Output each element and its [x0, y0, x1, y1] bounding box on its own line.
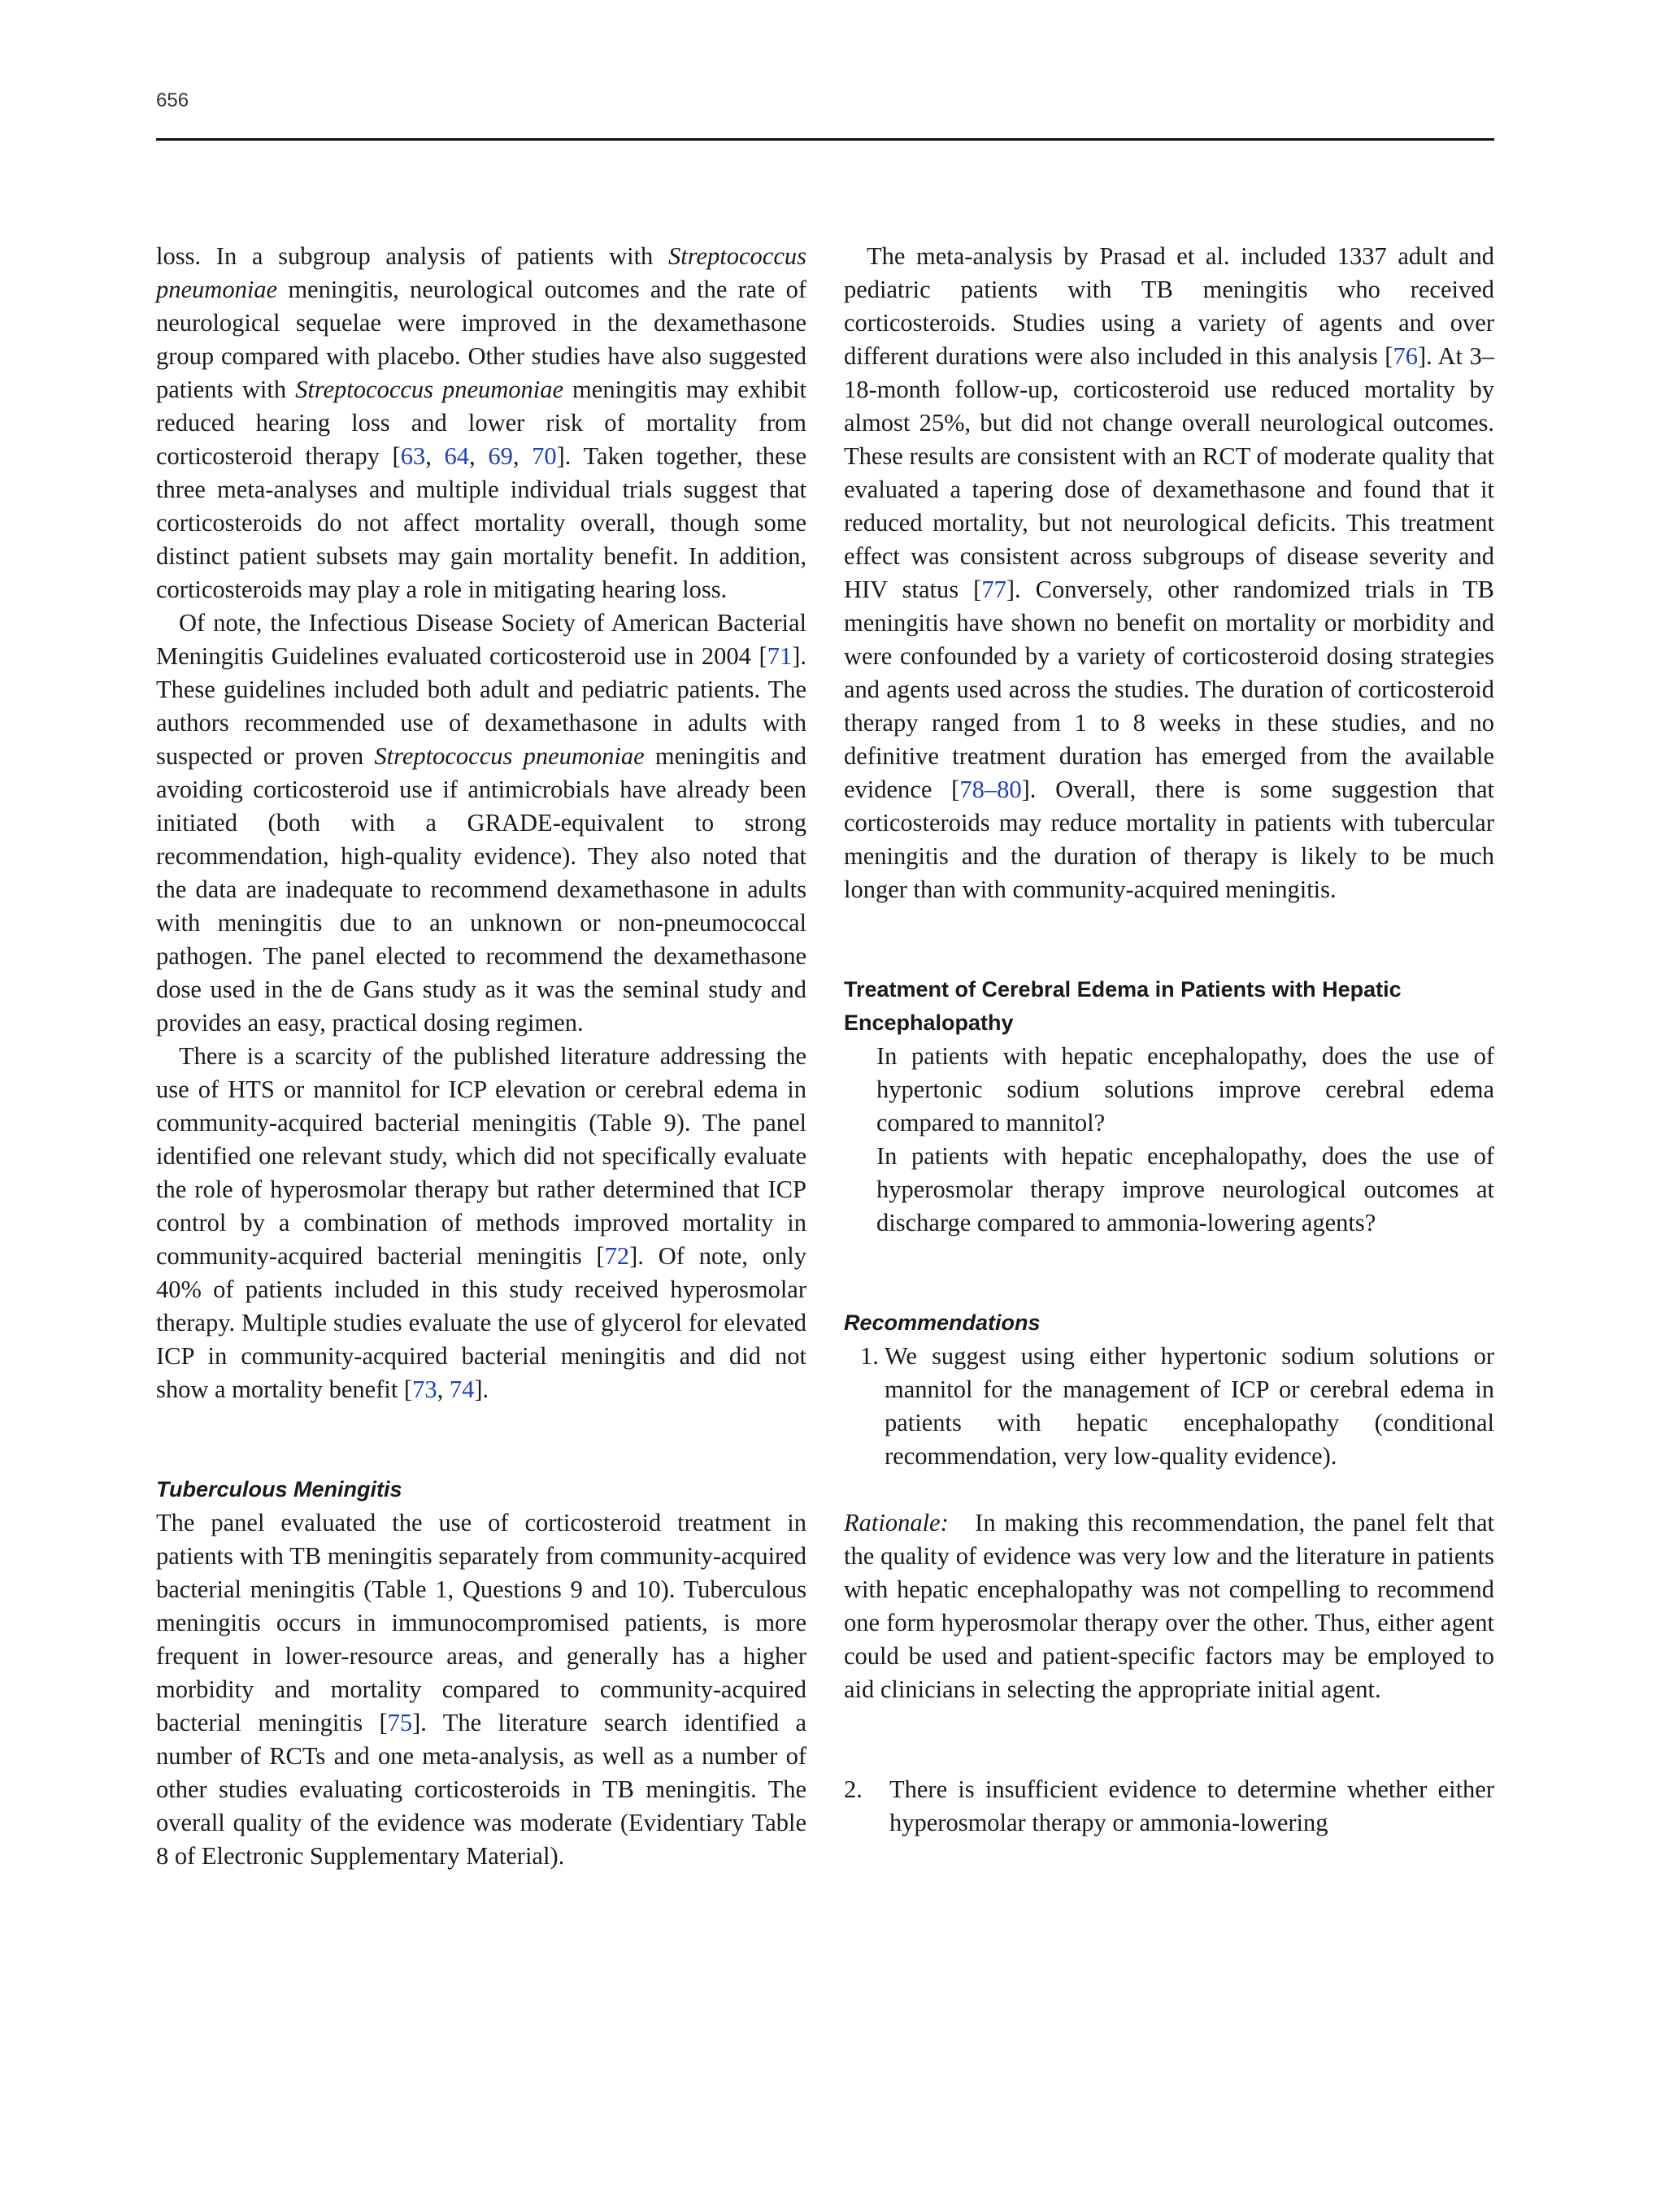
- pico-question-2: In patients with hepatic encephalopathy, does the use of hyperosmolar therapy improve neurological outcomes at discharge compared to ammonia-lowering agents?: [876, 1142, 1494, 1236]
- paragraph-prasad-meta-analysis: [844, 240, 1494, 906]
- citation-link[interactable]: 71: [767, 642, 793, 670]
- text-run: loss. In a subgroup analysis of patients with: [156, 242, 669, 270]
- page-number: 656: [156, 89, 189, 111]
- text-run: There is a scarcity of the published literature addressing the use of HTS or mannitol for ICP elevation or cerebral edema in community-acquired bacterial meningitis (Table 9). The panel identified one relevant study, which did not specifically evaluate the role of hyperosmolar therapy but rather determined that ICP control by a combination of methods improved mortality in community-acquired bacterial meningitis [: [156, 1042, 806, 1270]
- text-run: meningitis may exhibit reduced hearing loss and lower risk of mortality from corticosteroid therapy [: [156, 376, 807, 470]
- citation-link[interactable]: 78–80: [959, 776, 1022, 803]
- text-run: ]. The literature search identified a number of RCTs and one meta-analysis, as well as a number of other studies evaluating corticosteroids in TB meningitis. The overall quality of the evidence was moderate (Evidentiary Table 8 of Electronic Supplementary Material).: [156, 1709, 806, 1870]
- recommendation-1: [844, 1340, 1494, 1473]
- text-run: ]. Taken together, these three meta-analyses and multiple individual trials suggest that corticosteroids do not affect mortality overall, though some distinct patient subsets may gain mortality benefit. In addition, corticosteroids may play a role in mitigating hearing loss.: [156, 442, 806, 603]
- citation-link[interactable]: 69: [488, 442, 513, 470]
- text-run: Of note, the Infectious Disease Society of American Bacterial Meningitis Guidelines evaluated corticosteroid use in 2004 [: [156, 609, 806, 670]
- left-column: [156, 240, 806, 1873]
- citation-link[interactable]: 74: [449, 1375, 475, 1403]
- citation-link[interactable]: 73: [412, 1375, 437, 1403]
- text-run: meningitis and avoiding corticosteroid use if antimicrobials have already been initiated (both with a GRADE-equivalent to strong recommendation, high-quality evidence). They also noted that the data are inadequate to recommend dexamethasone in adults with meningitis due to an unknown or non-pneumococcal pathogen. The panel elected to recommend the dexamethasone dose used in the de Gans study as it was the seminal study and provides an easy, practical dosing regimen.: [156, 742, 806, 1036]
- citation-link[interactable]: 77: [981, 576, 1006, 603]
- rationale-label: Rationale:: [844, 1509, 949, 1536]
- citation-link[interactable]: 63: [400, 442, 426, 470]
- text-run: The panel evaluated the use of corticosteroid treatment in patients with TB meningitis separately from community-acquired bacterial meningitis (Table 1, Questions 9 and 10). Tuberculous meningitis occurs in immunocompromised patients, is more frequent in lower-resource areas, and generally has a higher morbidity and mortality compared to community-acquired bacterial meningitis [: [156, 1509, 806, 1736]
- text-run: ].: [474, 1375, 489, 1403]
- species-name: Streptococcus pneumoniae: [295, 376, 564, 403]
- text-run: ]. Conversely, other randomized trials in TB meningitis have shown no benefit on mortality or morbidity and were confounded by a variety of corticosteroid dosing strategies and agents used across the studies. The duration of corticosteroid therapy ranged from 1 to 8 weeks in these studies, and no definitive treatment duration has emerged from the available evidence [: [844, 576, 1494, 803]
- recommendation-text: There is insufficient evidence to determine whether either hyperosmolar therapy or ammonia-lowering: [889, 1775, 1494, 1836]
- text-run: ]. At 3–18-month follow-up, corticosteroid use reduced mortality by almost 25%, but did not change overall neurological outcomes. These results are consistent with an RCT of moderate quality that evaluated a tapering dose of dexamethasone and found that it reduced mortality, but not neurological deficits. This treatment effect was consistent across subgroups of disease severity and HIV status [: [844, 342, 1494, 603]
- text-run: ]. These guidelines included both adult and pediatric patients. The authors recommended use of dexamethasone in adults with suspected or proven: [156, 642, 806, 770]
- header-rule: [156, 138, 1494, 141]
- subheading-recommendations: Recommendations: [844, 1310, 1041, 1335]
- subheading-tuberculous-meningitis: Tuberculous Meningitis: [156, 1477, 402, 1501]
- text-run: ]. Of note, only 40% of patients included in this study received hyperosmolar therapy. Multiple studies evaluate the use of glycerol for elevated ICP in community-acquired bacterial meningitis and did not show a mortality benefit [: [156, 1242, 807, 1403]
- pico-question-1: In patients with hepatic encephalopathy, does the use of hypertonic sodium solutions improve cerebral edema compared to mannitol?: [876, 1042, 1494, 1136]
- species-name: Streptococcus pneumoniae: [156, 242, 806, 303]
- text-run: ]. Overall, there is some suggestion that corticosteroids may reduce mortality in patients with tubercular meningitis and the duration of therapy is likely to be much longer than with community-acquired meningitis.: [844, 776, 1494, 903]
- text-run: ,: [512, 442, 533, 470]
- paragraph-idsa-guidelines: [156, 606, 806, 1040]
- text-run: ,: [469, 442, 489, 470]
- text-run: The meta-analysis by Prasad et al. included 1337 adult and pediatric patients with TB meningitis who received corticosteroids. Studies using a variety of agents and over different durations were also included in this analysis [: [844, 242, 1494, 370]
- text-run: ,: [425, 442, 445, 470]
- recommendation-number: 2.: [844, 1775, 863, 1803]
- section-heading-hepatic-encephalopathy: Treatment of Cerebral Edema in Patients with Hepatic Encephalopathy: [844, 977, 1402, 1035]
- rationale-text: In making this recommendation, the panel felt that the quality of evidence was very low and the literature in patients with hepatic encephalopathy was not compelling to recommend one form hyperosmolar therapy over the other. Thus, either agent could be used and patient-specific factors may be employed to aid clinicians in selecting the appropriate initial agent.: [844, 1509, 1494, 1703]
- recommendation-2: [844, 1773, 1494, 1840]
- text-run: ,: [437, 1375, 450, 1403]
- paragraph-hts-mannitol: [156, 1040, 806, 1406]
- species-name: Streptococcus pneumoniae: [374, 742, 645, 770]
- recommendation-text: We suggest using either hypertonic sodium solutions or mannitol for the management of ICP or cerebral edema in patients with hepatic encephalopathy (conditional recommendation, very low-quality evidence).: [885, 1342, 1494, 1470]
- paragraph-tb-meningitis: [156, 1506, 806, 1873]
- recommendation-number: 1.: [860, 1342, 879, 1370]
- citation-link[interactable]: 75: [387, 1709, 413, 1736]
- right-column: [844, 240, 1494, 1840]
- paragraph-corticosteroid-outcomes: [156, 240, 806, 606]
- citation-link[interactable]: 76: [1393, 342, 1418, 370]
- citation-link[interactable]: 64: [444, 442, 469, 470]
- citation-link[interactable]: 72: [604, 1242, 630, 1270]
- citation-link[interactable]: 70: [532, 442, 557, 470]
- text-run: meningitis, neurological outcomes and the rate of neurological sequelae were improved in the dexamethasone group compared with placebo. Other studies have also suggested patients with: [156, 276, 806, 403]
- paragraph-rationale: [844, 1506, 1494, 1706]
